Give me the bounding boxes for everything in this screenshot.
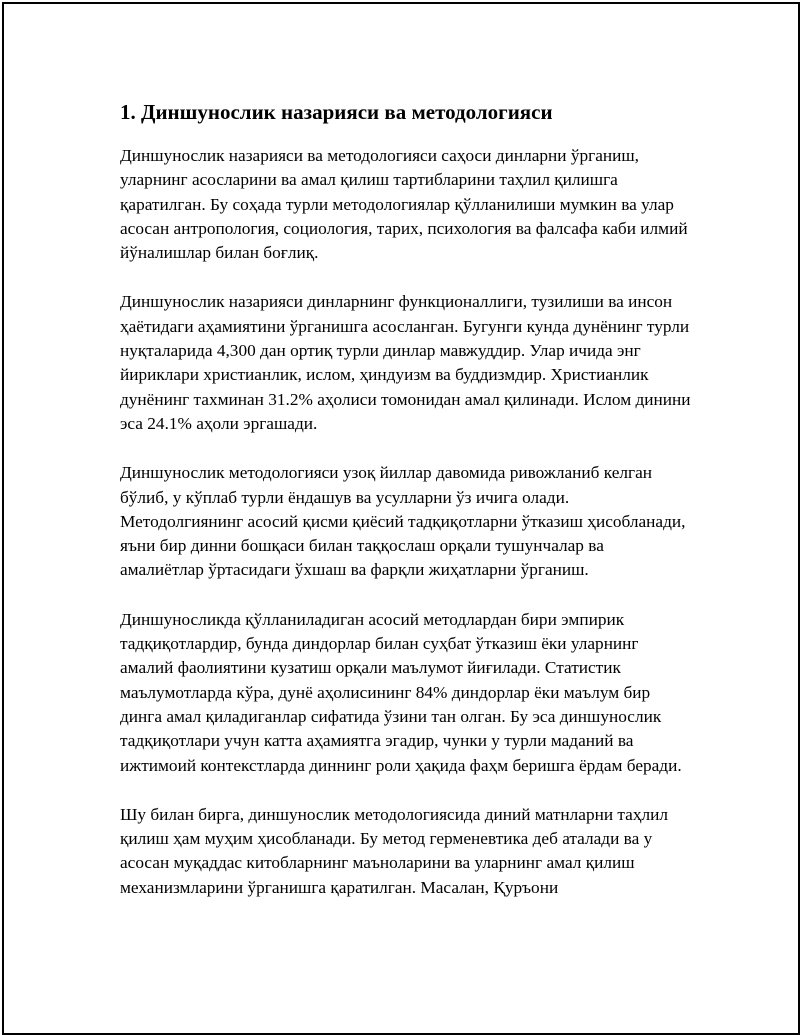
page <box>2 2 800 1035</box>
document-body <box>120 98 692 925</box>
paragraph: Диншуносликда қўлланиладиган асосий методлардан бири эмпирик тадқиқотлардир, бунда диндорлар билан суҳбат ўтказиш ёки уларнинг амалий фаолиятини кузатиш орқали маълумот йиғилади. Статистик маълумотларда кўра, дунё аҳолисининг 84% диндорлар ёки маълум бир динга амал қиладиганлар сифатида ўзини тан олган. Бу эса диншунослик тадқиқотлари учун катта аҳамиятга эгадир, чунки у турли маданий ва ижтимоий контекстларда диннинг роли ҳақида фаҳм беришга ёрдам беради. <box>120 609 682 775</box>
section-heading: 1. Диншунослик назарияси ва методологияси <box>120 100 553 124</box>
paragraph: Шу билан бирга, диншунослик методологиясида диний матнларни таҳлил қилиш ҳам муҳим ҳисобланади. Бу метод герменевтика деб аталади ва у асосан муқаддас китобларнинг маъноларини ва уларнинг амал қилиш механизмларини ўрганишга қаратилган. Масалан, Қуръони <box>120 804 668 897</box>
paragraph: Диншунослик методологияси узоқ йиллар давомида ривожланиб келган бўлиб, у кўплаб турли ёндашув ва усулларни ўз ичига олади. Методолгиянинг асосий қисми қиёсий тадқиқотларни ўтказиш ҳисобланади, яъни бир динни бошқаси билан таққослаш орқали тушунчалар ва амалиётлар ўртасидаги ўхшаш ва фарқли жиҳатларни ўрганиш. <box>120 463 686 580</box>
paragraph: Диншунослик назарияси ва методологияси саҳоси динларни ўрганиш, уларнинг асосларини ва амал қилиш тартибларини таҳлил қилишга қаратилган. Бу соҳада турли методологиялар қўлланилиши мумкин ва улар асосан антропология, социология, тарих, психология ва фалсафа каби илмий йўналишлар билан боғлиқ. <box>120 146 688 263</box>
paragraph: Диншунослик назарияси динларнинг функционаллиги, тузилиши ва инсон ҳаётидаги аҳамиятини ўрганишга асосланган. Бугунги кунда дунёнинг турли нуқталарида 4,300 дан ортиқ турли динлар мавжуддир. Улар ичида энг йириклари христианлик, ислом, ҳиндуизм ва буддизмдир. Христианлик дунёнинг тахминан 31.2% аҳолиси томонидан амал қилинади. Ислом динини эса 24.1% аҳоли эргашади. <box>120 292 691 433</box>
